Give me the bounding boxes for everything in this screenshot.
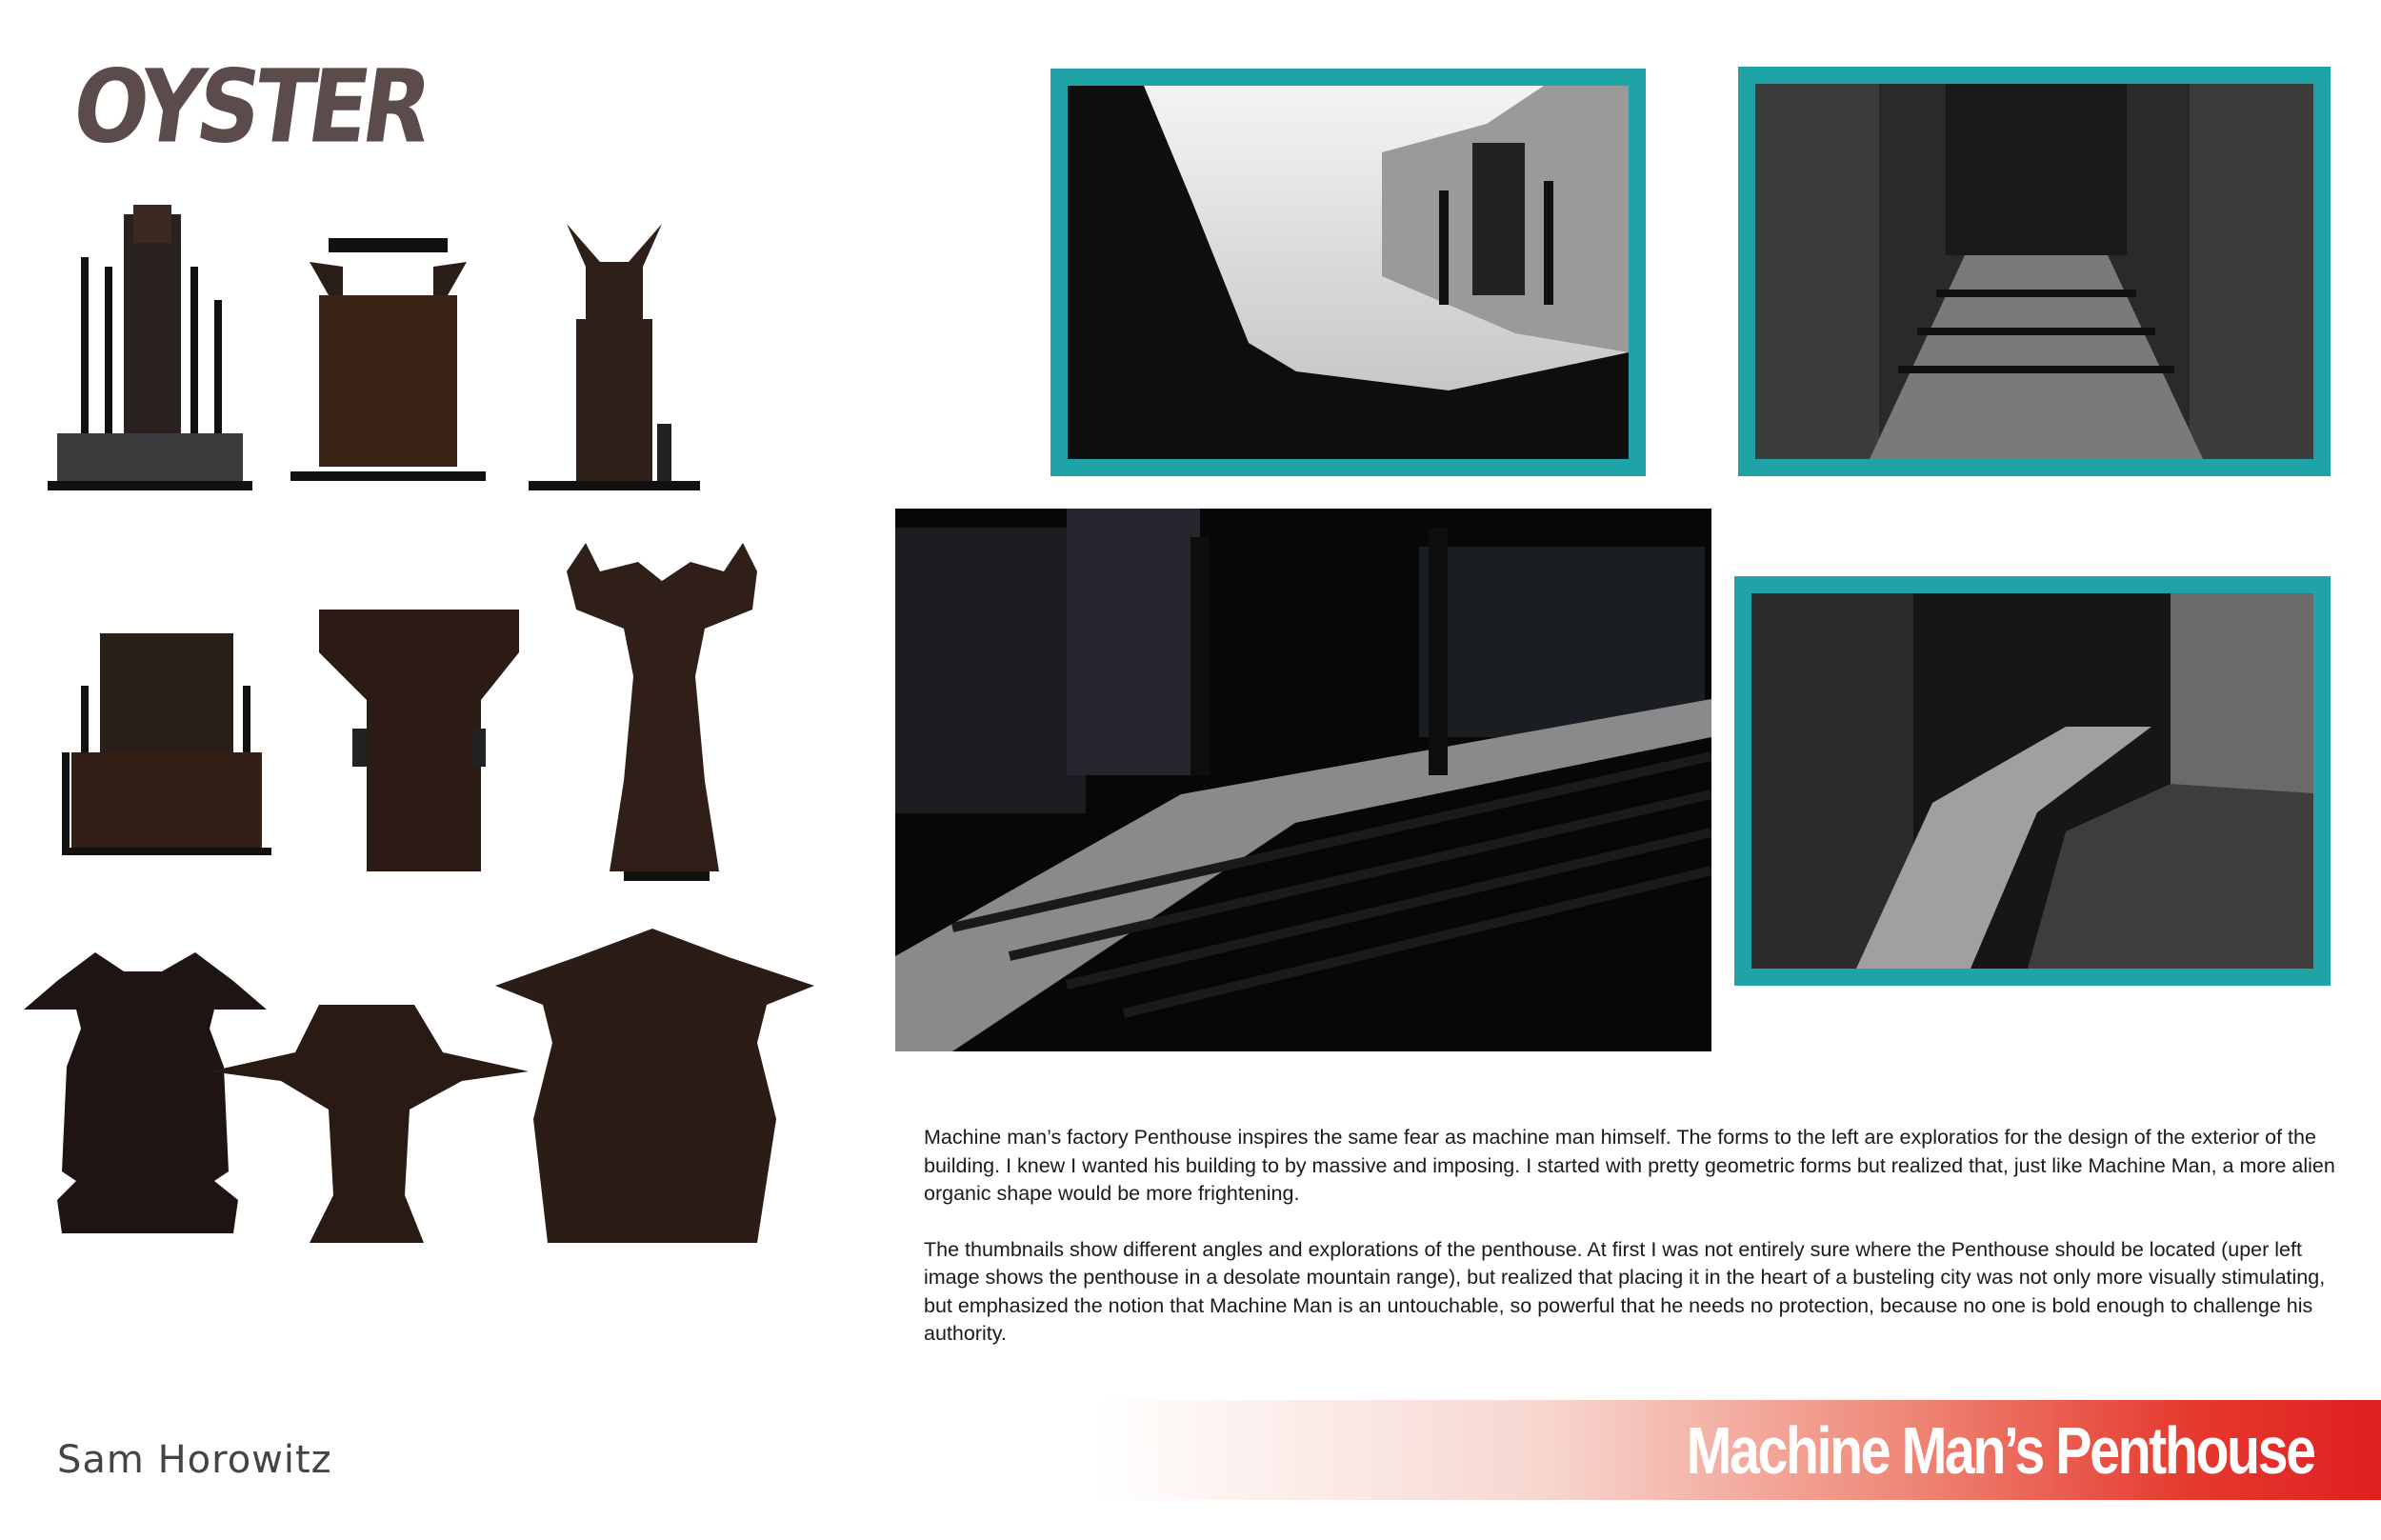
- title-banner: [1095, 1400, 2381, 1500]
- image-city-penthouse-stairs: [895, 509, 1711, 1051]
- oyster-logo: [66, 48, 433, 167]
- tower-sketch-3: [529, 224, 700, 495]
- page-title: Machine Man’s Penthouse: [1687, 1413, 2314, 1488]
- scene-mountain: [1068, 86, 1629, 459]
- description-paragraph-1: Machine man’s factory Penthouse inspires the same fear as machine man himself. The forms to the left are exploratios for the design of the exterior of the building. I knew I wanted his building to by massive and imposing. I started with pretty geometric forms but realized that, just like Machine Man, a more alien organic shape would be more frightening.: [924, 1126, 2335, 1205]
- tower-sketch-8: [205, 1005, 533, 1252]
- thumbnail-city-curved-stairs: [1734, 576, 2331, 986]
- tower-sketch-1: [38, 205, 262, 495]
- tower-sketch-9: [490, 929, 819, 1252]
- author-name: Sam Horowitz: [57, 1438, 332, 1482]
- tower-sketch-5: [314, 595, 519, 881]
- scene-stairs-interior: [1755, 84, 2313, 459]
- description-paragraph-2: The thumbnails show different angles and explorations of the penthouse. At first I was not entirely sure where the Penthouse should be located (uper left image shows the penthouse in a desolate mountain range), but realized that placing it in the heart of a busteling city was not only more visually stimulating, but emphasized the notion that Machine Man is an untouchable, so powerful that he needs no protection, because no one is bold enough to challenge his authority.: [924, 1237, 2326, 1345]
- scene-city-curved-stairs: [1751, 593, 2313, 969]
- thumbnail-mountain-penthouse: [1050, 69, 1646, 476]
- tower-sketch-6: [562, 543, 767, 886]
- tower-sketch-2: [286, 238, 490, 490]
- tower-sketch-4: [62, 581, 271, 857]
- description: [924, 1124, 2343, 1376]
- logo-text: OYSTER: [66, 48, 433, 167]
- thumbnail-penthouse-stairs: [1738, 67, 2331, 476]
